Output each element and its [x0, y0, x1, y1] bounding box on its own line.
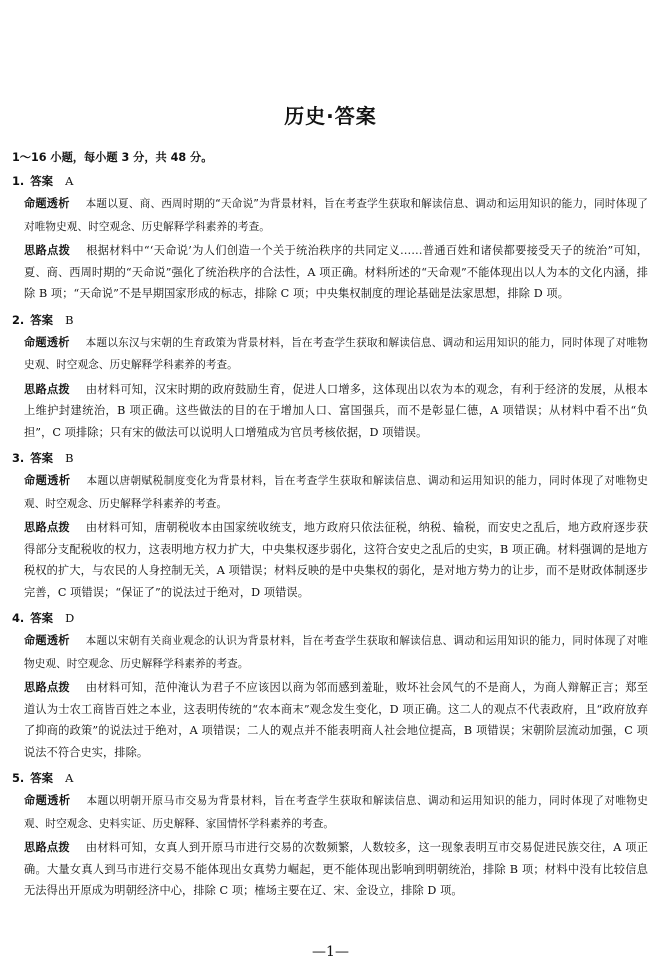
page-number: —1—	[312, 944, 349, 960]
answer-item	[12, 311, 648, 444]
question-number: 5.	[12, 771, 25, 785]
intent-tag: 命题透析	[24, 634, 70, 647]
hint-tag: 思路点拨	[24, 244, 71, 257]
hint-tag: 思路点拨	[24, 681, 70, 694]
question-number: 2.	[12, 312, 25, 327]
question-number: 3.	[12, 451, 25, 465]
hint-text: 由材料可知，唐朝税收本由国家统收统支，地方政府只依法征税，纳税、输税，而安史之乱后，地方政府逐步获得部分支配税收的权力，这表明地方权力扩大，中央集权逐步弱化，这符合安史之乱后的史实，B 项正确。材料强调的是地方税权的扩大，与农民的人身控制无关，A 项错误；材料反映的是中央集权的弱化，是对地方势力的让步，而不是财政体制逐步完善，C 项错误；“保证了”的说法过于绝对，D 项错误。	[24, 521, 648, 599]
answer-line	[12, 449, 648, 467]
intent-tag: 命题透析	[24, 474, 71, 487]
intent-tag: 命题透析	[24, 794, 71, 807]
intent-tag: 命题透析	[24, 335, 70, 349]
intent-text: 本题以唐朝赋税制度变化为背景材料，旨在考查学生获取和解读信息、调动和运用知识的能力，同时体现了对唯物史观、时空观念、历史解释学科素养的考查。	[24, 475, 648, 510]
answer-label: 答案	[30, 312, 54, 327]
answer-item	[12, 449, 648, 603]
answer-label: 答案	[30, 174, 54, 188]
answer-letter: D	[65, 611, 75, 625]
hint-text: 根据材料中“‘天命说’为人们创造一个关于统治秩序的共同定义……普通百姓和诸侯都要接受天子的统治”可知，夏、商、西周时期的“天命说”强化了统治秩序的合法性，A 项正确。材料所述的“天命观”不能体现出以人为本的文化内涵，排除 B 项；“天命说”不是早期国家形成的标志，排除 C 项；中央集权制度的理论基础是法家思想，排除 D 项。	[24, 244, 648, 300]
intent-paragraph	[12, 470, 648, 515]
intent-text: 本题以明朝开原马市交易为背景材料，旨在考查学生获取和解读信息、调动和运用知识的能力，同时体现了对唯物史观、时空观念、史料实证、历史解释、家国情怀学科素养的考查。	[24, 795, 648, 830]
question-number: 4.	[12, 611, 25, 625]
answer-label: 答案	[30, 611, 54, 625]
answer-item	[12, 609, 648, 763]
hint-paragraph	[12, 517, 648, 603]
hint-tag: 思路点拨	[24, 382, 70, 396]
intent-paragraph	[12, 790, 648, 835]
intent-text: 本题以宋朝有关商业观念的认识为背景材料，旨在考查学生获取和解读信息、调动和运用知识的能力，同时体现了对唯物史观、时空观念、历史解释学科素养的考查。	[24, 635, 648, 670]
intent-text: 本题以夏、商、西周时期的“天命说”为背景材料，旨在考查学生获取和解读信息、调动和运用知识的能力，同时体现了对唯物史观、时空观念、历史解释学科素养的考查。	[24, 198, 648, 233]
hint-tag: 思路点拨	[24, 521, 70, 534]
intent-text: 本题以东汉与宋朝的生育政策为背景材料，旨在考查学生获取和解读信息、调动和运用知识的能力，同时体现了对唯物史观、时空观念、历史解释学科素养的考查。	[24, 336, 648, 371]
hint-text: 由材料可知，汉宋时期的政府鼓励生育，促进人口增多，这体现出以农为本的观念，有利于经济的发展，从根本上维护封建统治，B 项正确。这些做法的目的在于增加人口、富国强兵，而不是彰显仁德，A 项错误；从材料中看不出“负担”，C 项排除；只有宋的做法可以说明人口增殖成为官员考核依据，D 项错误。	[24, 382, 648, 439]
intent-paragraph	[12, 630, 648, 675]
answer-item	[12, 769, 648, 902]
answer-label: 答案	[30, 771, 54, 785]
answer-label: 答案	[30, 451, 54, 465]
answer-letter: B	[65, 312, 74, 327]
answer-line	[12, 609, 648, 627]
answer-item	[12, 172, 648, 305]
answer-list	[12, 172, 648, 908]
hint-paragraph	[12, 837, 648, 902]
hint-paragraph	[12, 379, 648, 444]
answer-line	[12, 172, 648, 190]
hint-text: 由材料可知，范仲淹认为君子不应该因以商为邻而感到羞耻，败坏社会风气的不是商人，为商人辩解正言；郑至道认为士农工商皆百姓之本业，这表明传统的“农本商末”观念发生变化，D 项正确。这二人的观点不代表政府，且“政府放弃了抑商的政策”的说法过于绝对，A 项错误；二人的观点并不能表明商人社会地位提高，B 项错误；宋朝阶层流动加强，C 项说法不符合史实，排除。	[24, 681, 648, 759]
intent-tag: 命题透析	[24, 197, 70, 210]
answer-line	[12, 311, 648, 329]
intent-paragraph	[12, 332, 648, 377]
hint-paragraph	[12, 677, 648, 763]
answer-line	[12, 769, 648, 787]
answer-letter: A	[65, 174, 74, 188]
question-number: 1.	[12, 174, 25, 188]
answer-letter: A	[65, 771, 74, 785]
answer-letter: B	[65, 451, 74, 465]
intent-paragraph	[12, 193, 648, 238]
section-intro: 1～16 小题，每小题 3 分，共 48 分。	[12, 151, 213, 164]
page-title: 历史·答案	[284, 104, 377, 128]
hint-text: 由材料可知，女真人到开原马市进行交易的次数频繁，人数较多，这一现象表明互市交易促进民族交往，A 项正确。大量女真人到马市进行交易不能体现出女真势力崛起，更不能体现出影响到明朝统治，排除 B 项；材料中没有比较信息无法得出开原成为明朝经济中心，排除 C 项；榷场主要在辽、宋、金设立，排除 D 项。	[24, 841, 648, 897]
hint-paragraph	[12, 240, 648, 305]
hint-tag: 思路点拨	[24, 841, 70, 854]
